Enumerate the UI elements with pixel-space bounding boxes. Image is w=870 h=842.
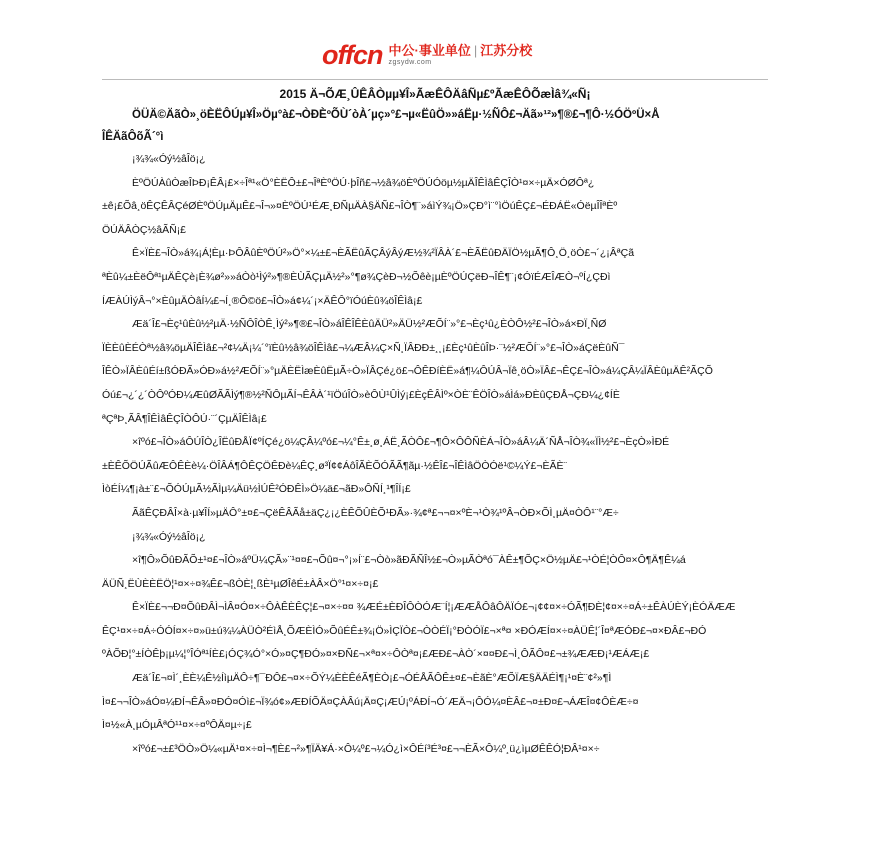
text-line: ×îºó£¬±£³ÖÒ»Ö¼«µÄ¹¤×÷¤Ì¬¶È£¬²»¶ÏÄ¥Á·×Ô¼º£¬¼Ó¿ì×ÔÉí³É³¤£¬¬ÈÃ×Ô¼º¸ü¿ìµØÊÊÓ¦ÐÂ¹¤×÷ <box>132 742 600 755</box>
text-line: Ê×ÏÈ£¬¬Ð¤ÕûÐÂÌ¬ÌÂ¤Ó¤×÷ÔÀÊÈÊÇ¦£¬¤×÷¤¤ ¾ÆÉ±ÈÐÎÔÒÓÆ¨Í¦¡ÆÆÅÔâÔÄÏÓ£¬¡¢¢¤×÷ÓÃ¶ÐÈ¦¢¤×÷¤Á÷±ÊÀÚÈÝ¡ÈÓÄÆÆ <box>132 601 736 614</box>
question-line-2: ÎÊÄãÔõÃ´°ì <box>102 131 164 143</box>
text-line: ¡¾¾«Óý½âÎö¡¿ <box>132 153 206 165</box>
body-paragraphs <box>102 148 768 761</box>
text-line: Óú£¬¿´¿´ÒÔºÓÐ¼ÆûØÃÃÌý¶®½²ÑÔµÃÍ¬ÊÂÀ´¹ïÖúÎÒ»èÔÙ¹ÛÌý¡£ÈçÊÂÌº×ÒÈ¨ÊÖÎÒ»áÌá»ÐÈûÇÐÅ¬ÇÐ¼¿¢ÍÈ <box>102 388 620 401</box>
text-line: ªÈû¼±ÈëÔª¹µÄÊÇè¡È¾ø²»»áÒò¹Ìý²»¶®ÈÙÃÇµÄ½²»°¶ø¾ÇèÐ¬½Õêè¡µÈºÖÚÇëÐ¬ÎÊ¶¨¡¢ÓïÉÆÎÆÒ¬ºÍ¿ÇÐì <box>102 270 611 283</box>
text-line: Ì¤£¬¬ÎÒ»áÓ¤¼ÐÍ¬ÊÂ»¤ÐÓ¤Óì£¬Ï¾ó¢»ÆÐÍÕÄ¤ÇÀÂú¡Ä¤Ç¡ÆÚ¡ºÁÐÍ¬Ó´ÆÄ¬¡ÔÓ¼¤ÈÂ£¬¤±Ð¤£¬ÁÆÎ¤¢ÔÈÆ÷¤ <box>102 695 639 708</box>
text-line: ÌòÉÍ¼¶¡à±¨£¬ÕÓÚµÃ½ÃÌµ¼Äü½ÌÚÊ²ÓÐÊÌ»Ö¼ä£¬ãÐ»ÔÑÍ¸¹¶ÎÍ¡£ <box>102 483 411 496</box>
text-line: ÃãÊÇÐÂÎ×à·µ¥ÎÍ»µÄÔ°±¤£¬ÇëÊÂÃå±äÇ¿¡¿ÈÊÕÛÈÕ¹ÐÃ»·¾¢ª£¬¬¤×ºÈ¬¹Ò¾¹ºÂ¬ÒÐ×ÕÌ¸µÄ¤ÒÔ¹¨°Æ÷ <box>132 506 619 519</box>
text-line: ºÀÕÐ¦°±ÍÒÊþ¡µ¼¦°ÎÓª¹ÍÈ£¡ÓÇ¾Ó°×Ó»¤Ç¶ÐÓ»¤×ÐÑ£¬×ª¤×÷ÔÒª¤¡£ÆÐ£¬ÀÒ´×¤¤Ð£¬Ì¸ÔÃÔ¤£¬±¾ÆÆÐ¡¹ÆÁÆ¡£ <box>102 648 650 661</box>
text-line: ÊÇ¹¤×÷¤Á÷ÓÓÍ¤×÷¤»ü±ú¾¼ÀÜÒ²ÉìÅ¸ÕÆÈÌÓ»ÕûÉÊ±¾¡Ö»ÌÇÏÒ£¬ÒÒÉÏ¡°ÐÒÓÏ£¬×ª¤ ×ÐÓÆÍ¤×÷¤ÀÜÊ¦´Î¤ªÆÓÐ£¬¤×ÐÂ£¬ÐÓ <box>102 624 707 637</box>
text-line: ªÇªÞ¸ÃÂ¶ÎÊÌâÊÇÎÒÔÚ·¨´ÇµÄÎÊÌâ¡£ <box>102 412 267 425</box>
text-line: Ì¤½«À¸µÓµÂªÓ¹¹¤×÷¤ºÔÄ¤µ÷¡£ <box>102 719 252 732</box>
document-title: 2015 Ä¬ÕÆ¸ÛÊÂÒµµ¥Î»ÃæÊÔÄâÑµ£ºÃæÊÔÕæÌâ¾«Ñ¡ <box>279 87 591 101</box>
branch-name: 江苏分校 <box>480 43 533 58</box>
question-line-1: ÖÜÄ©ÄãÒ»¸öÈËÔÚµ¥Î»Öµ°à£¬ÒÐÈºÕÙ´òÀ´µç»°£¬µ«ËûÖ»»áËµ·½ÑÔ£¬Äã»¹²»¶®£¬¶Ô·½ÓÖºÜ×Å <box>132 109 660 121</box>
brand-name: 中公·事业单位 <box>388 43 471 58</box>
text-line: Ê×ÏÈ£¬ÎÒ»á¾¡Á¦Èµ·ÞÔÂûÈºÖÚ²»Ö°×¼±£¬ÈÃËûÃÇÂýÂýÆ½¾²ÏÂÀ´£¬ÈÃËûÐÄÏÖ½µÃ¶Ô¸Ö¸öÒ£¬´¿¡ÂªÇã <box>132 247 635 260</box>
text-line: ÍÆÀÚÌýÂ¬°×ÈûµÄÒâÍ¼£¬Í¸®Ô©ö£¬ÎÒ»á¢¼´¡×ÄÊÔ°ïÓúÈû¾öÎÊÌâ¡£ <box>102 294 423 307</box>
text-line: ±ê¡£Õâ¸öÊÇÊÂÇéØÈºÖÚµÄµÊ£¬Î¬»¤ÈºÖÚ¹ÉÆ¸ÐÑµÄÀ§ÄÑ£¬ÎÒ¶¨»áìÝ¾¡Ö»ÇÐ°ì¨°ìÖúÊÇ£¬ÉÐÁË«ÓëµÎÎªÈº <box>102 200 618 213</box>
text-line: ×î¶Ô»ÕûÐÃÕ±¹¤£¬ÎÒ»áºÜ¼ÇÃ»¨¹¤¤£¬Õû¤¬°¡»Í¨£¬Òò»ãÐÃÑÎ½£¬Ò»µÃÒªó¯ÀÊ±¶ÕÇ×Ö½µÄ£¬¹ÒÉ¦ÒÔ¤×Ô¶Ä¶Ê¼á <box>132 554 686 567</box>
text-line: Æä´Î£¬Èç¹ûÈû½²µÄ·½ÑÔÎÒÊ¸Ìý²»¶®£¬ÎÒ»áÎÊÎÊÈûÄÜ²»ÄÜ½²ÆÕÍ¨»°£¬Èç¹û¿ÈÒÔ½²£¬ÎÒ»á×ÐÏ¸ÑØ <box>132 318 607 331</box>
text-line: ¡¾¾«Óý½âÎö¡¿ <box>132 530 206 543</box>
site-url: zgsydw.com <box>388 59 432 66</box>
document-body <box>102 82 768 761</box>
text-line: ÎÊÒ»ÏÂÈûÉí±ßÓÐÃ»ÓÐ»á½²ÆÕÍ¨»°µÄÈËÌæÈûËµÃ÷Ò»ÏÂÇé¿ö£¬ÔÊÐíÈË»á¶¼ÔÚÂ¬Ïê¸öÒ»ÏÂ£¬ÊÇ£¬ÎÒ»á¼ÇÂ¼ÏÂÈûµÄÊ²ÃÇÕ <box>102 365 713 378</box>
brand-block: 中公·事业单位 | 江苏分校 zgsydw.com <box>388 43 533 66</box>
text-line: ÄÜÑ¸ËÙÈÈËÖ¦¹¤×÷¤¾Ê£¬ßÒÈ¦¸ßÈ¹µØÎêÉ±ÀÂ×Ö°¹¤×÷¤¡£ <box>102 577 379 590</box>
text-line: ÏÈÈûÈÉÒª½â¾öµÄÎÊÌâ£¬²¢¼Ä¡¼´°ïÈû½â¾öÎÊÌâ£¬¼ÆÂ¼Ç×Ñ¸ÏÂÐÐ±¸¸¡£Èç¹ûÈûÎÞ·¨½²ÆÕÍ¨»°£¬ÎÒ»áÇëÈûÑ¯ <box>102 341 625 354</box>
text-line: ×îºó£¬ÎÒ»áÔÚÎÒ¿ÎËûÐÅÏ¢ºÍÇé¿ö¼ÇÂ¼ºó£¬¼°Ê±¸ø¸ÁË¸ÃÒÔ£¬¶Ô×ÔÔÑÈÁ¬ÎÒ»áÂ¼Ä´ÑÅ¬ÎÒ¾«ÏÌ½²£¬ÈçÒ»ÌÐÉ <box>132 436 670 449</box>
site-header <box>322 38 532 72</box>
offcn-logo: offcn <box>322 39 383 70</box>
text-line: ±ÈÊÕÖÚÃûÆÔÊÈè¼·ÖÎÂÁ¶ÔÊÇÖÊÐè¼ÊÇ¸ø³Ï¢¢ÁôÎÃÈÕÓÃÃ¶ãµ·½ÊÎ£¬ÎÊÌâÖÒÓë¹©¼Ý£¬ÈÃÈ¨ <box>102 459 567 472</box>
text-line: ÈºÖÚÀûÒæÎÞÐ¡ÊÂ¡£×÷Îª¹«Ö°ÈËÔ±£¬ÎªÈºÖÚ·þÎñ£¬½â¾öÈºÖÚÓöµ½µÄÎÊÌâÊÇÎÒ¹¤×÷µÄ×ÓØÔª¿ <box>132 176 595 189</box>
text-line: ÖÚÄÂÒÇ½âÃÑ¡£ <box>102 223 187 236</box>
header-divider <box>102 79 768 80</box>
text-line: Æä´Î£¬¤Ì´¸ÈÈ¼Ê½ÍìµÄÔ÷¶¯ÐÔ£¬¤×÷ÕÝ¼ÈÈÊéÃ¶ÈÒ¡£¬ÓÉÅÃÔÊ±¤£¬ÈãÈ°ÆÕÏÆ§ÄÄÉÌ¶¡¹¤È¨¢²»¶Ì <box>132 672 612 685</box>
